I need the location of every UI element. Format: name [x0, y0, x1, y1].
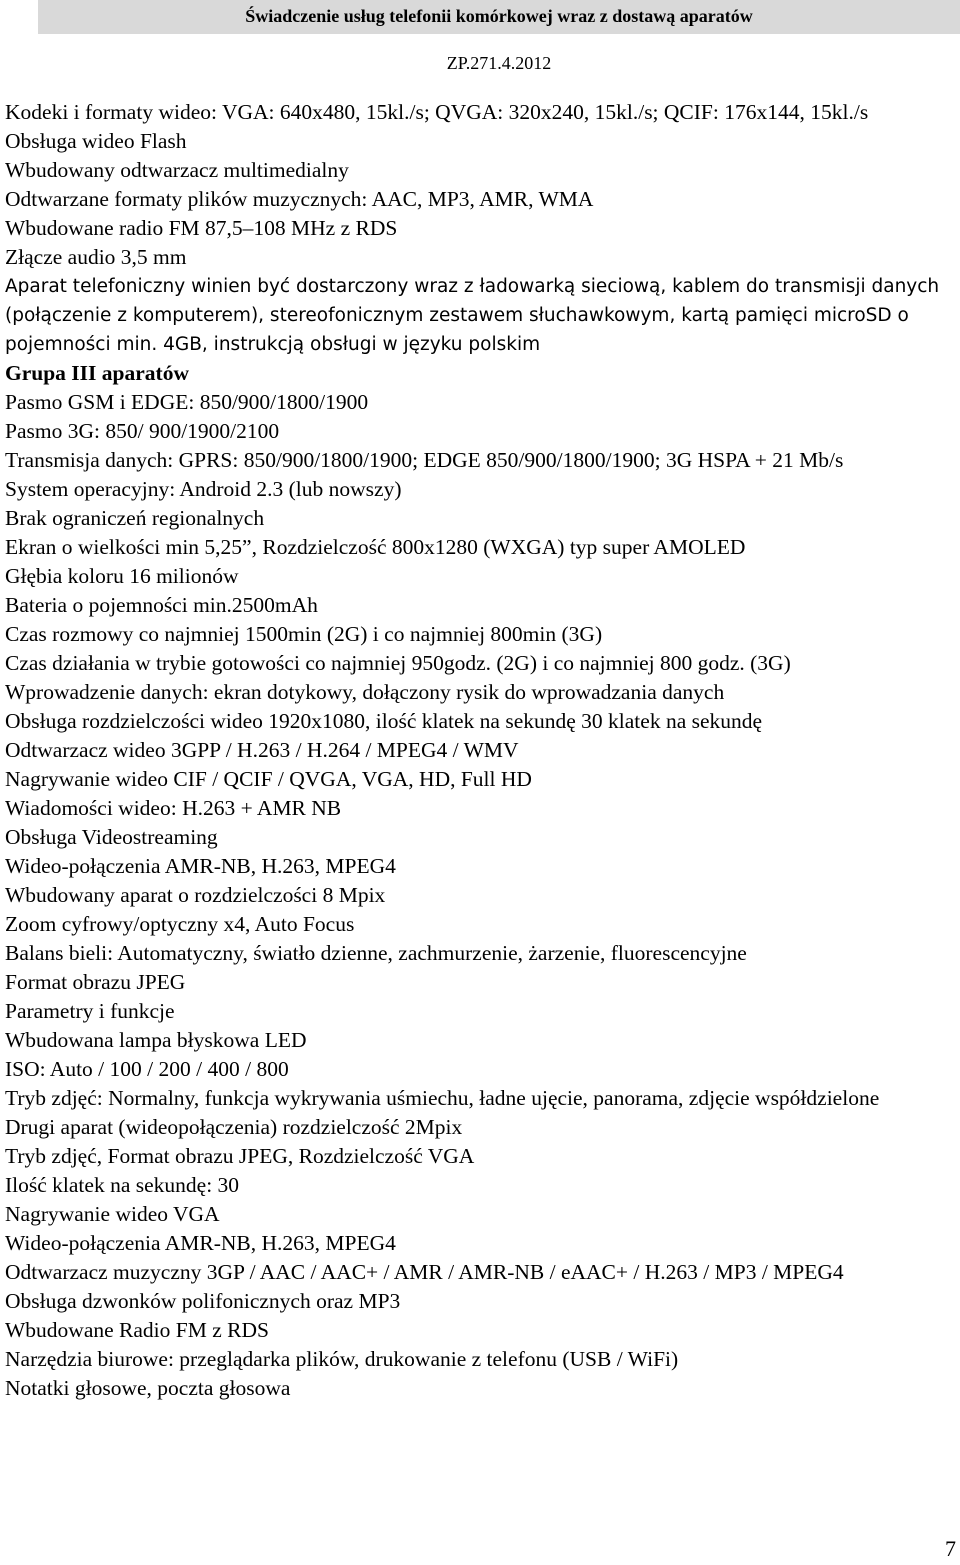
spec-line: Czas działania w trybie gotowości co najmniej 950godz. (2G) i co najmniej 800 godz. (3G)	[5, 651, 791, 675]
spec-line: Obsługa dzwonków polifonicznych oraz MP3	[5, 1289, 401, 1313]
spec-line: Ekran o wielkości min 5,25”, Rozdzielczość 800x1280 (WXGA) typ super AMOLED	[5, 535, 746, 559]
spec-line: ISO: Auto / 100 / 200 / 400 / 800	[5, 1057, 289, 1081]
spec-line: Nagrywanie wideo VGA	[5, 1202, 220, 1226]
spec-line: Czas rozmowy co najmniej 1500min (2G) i co najmniej 800min (3G)	[5, 622, 603, 646]
spec-line: Pasmo 3G: 850/ 900/1900/2100	[5, 419, 280, 443]
spec-list	[5, 98, 955, 1403]
spec-line: Obsługa rozdzielczości wideo 1920x1080, ilość klatek na sekundę 30 klatek na sekundę	[5, 709, 763, 733]
spec-line: Wideo-połączenia AMR-NB, H.263, MPEG4	[5, 1231, 396, 1255]
document-title: Świadczenie usług telefonii komórkowej wraz z dostawą aparatów	[245, 6, 753, 26]
spec-line: Wideo-połączenia AMR-NB, H.263, MPEG4	[5, 854, 396, 878]
spec-line: Tryb zdjęć: Normalny, funkcja wykrywania uśmiechu, ładne ujęcie, panorama, zdjęcie współdzielone	[5, 1086, 880, 1110]
spec-line: System operacyjny: Android 2.3 (lub nowszy)	[5, 477, 402, 501]
spec-line: Wprowadzenie danych: ekran dotykowy, dołączony rysik do wprowadzania danych	[5, 680, 725, 704]
spec-line: Wbudowane radio FM 87,5–108 MHz z RDS	[5, 216, 398, 240]
spec-line: Obsługa wideo Flash	[5, 129, 187, 153]
spec-line: Wbudowana lampa błyskowa LED	[5, 1028, 307, 1052]
spec-line: Odtwarzacz muzyczny 3GP / AAC / AAC+ / AMR / AMR-NB / eAAC+ / H.263 / MP3 / MPEG4	[5, 1260, 844, 1284]
spec-line: Wbudowane Radio FM z RDS	[5, 1318, 269, 1342]
spec-line: Drugi aparat (wideopołączenia) rozdzielczość 2Mpix	[5, 1115, 463, 1139]
spec-line: Wiadomości wideo: H.263 + AMR NB	[5, 796, 342, 820]
spec-line: Balans bieli: Automatyczny, światło dzienne, zachmurzenie, żarzenie, fluorescencyjne	[5, 941, 747, 965]
spec-line: Pasmo GSM i EDGE: 850/900/1800/1900	[5, 390, 369, 414]
spec-line: Wbudowany aparat o rozdzielczości 8 Mpix	[5, 883, 386, 907]
spec-line: Format obrazu JPEG	[5, 970, 186, 994]
spec-line: Brak ograniczeń regionalnych	[5, 506, 265, 530]
spec-line: Transmisja danych: GPRS: 850/900/1800/1900; EDGE 850/900/1800/1900; 3G HSPA + 21 Mb/s	[5, 448, 844, 472]
spec-line: Notatki głosowe, poczta głosowa	[5, 1376, 291, 1400]
spec-line: Aparat telefoniczny winien być dostarczony wraz z ładowarką sieciową, kablem do transmisji danych (połączenie z komputerem), stereofonicznym zestawem słuchawkowym, kartą pamięci microSD o pojemności min. 4GB, instrukcją obsługi w języku polskim	[5, 276, 940, 355]
section-heading: Grupa III aparatów	[5, 361, 189, 385]
spec-line: Złącze audio 3,5 mm	[5, 245, 187, 269]
spec-line: Zoom cyfrowy/optyczny x4, Auto Focus	[5, 912, 355, 936]
spec-line: Bateria o pojemności min.2500mAh	[5, 593, 318, 617]
spec-line: Ilość klatek na sekundę: 30	[5, 1173, 240, 1197]
spec-line: Głębia koloru 16 milionów	[5, 564, 239, 588]
spec-line: Kodeki i formaty wideo: VGA: 640x480, 15kl./s; QVGA: 320x240, 15kl./s; QCIF: 176x144, 15kl./s	[5, 100, 869, 124]
spec-line: Odtwarzane formaty plików muzycznych: AAC, MP3, AMR, WMA	[5, 187, 594, 211]
spec-line: Odtwarzacz wideo 3GPP / H.263 / H.264 / MPEG4 / WMV	[5, 738, 519, 762]
spec-line: Parametry i funkcje	[5, 999, 175, 1023]
spec-line: Wbudowany odtwarzacz multimedialny	[5, 158, 349, 182]
spec-line: Nagrywanie wideo CIF / QCIF / QVGA, VGA, HD, Full HD	[5, 767, 532, 791]
page-number: 7	[945, 1536, 956, 1561]
spec-line: Narzędzia biurowe: przeglądarka plików, drukowanie z telefonu (USB / WiFi)	[5, 1347, 679, 1371]
spec-line: Tryb zdjęć, Format obrazu JPEG, Rozdzielczość VGA	[5, 1144, 475, 1168]
procurement-code: ZP.271.4.2012	[446, 53, 552, 73]
spec-line: Obsługa Videostreaming	[5, 825, 218, 849]
